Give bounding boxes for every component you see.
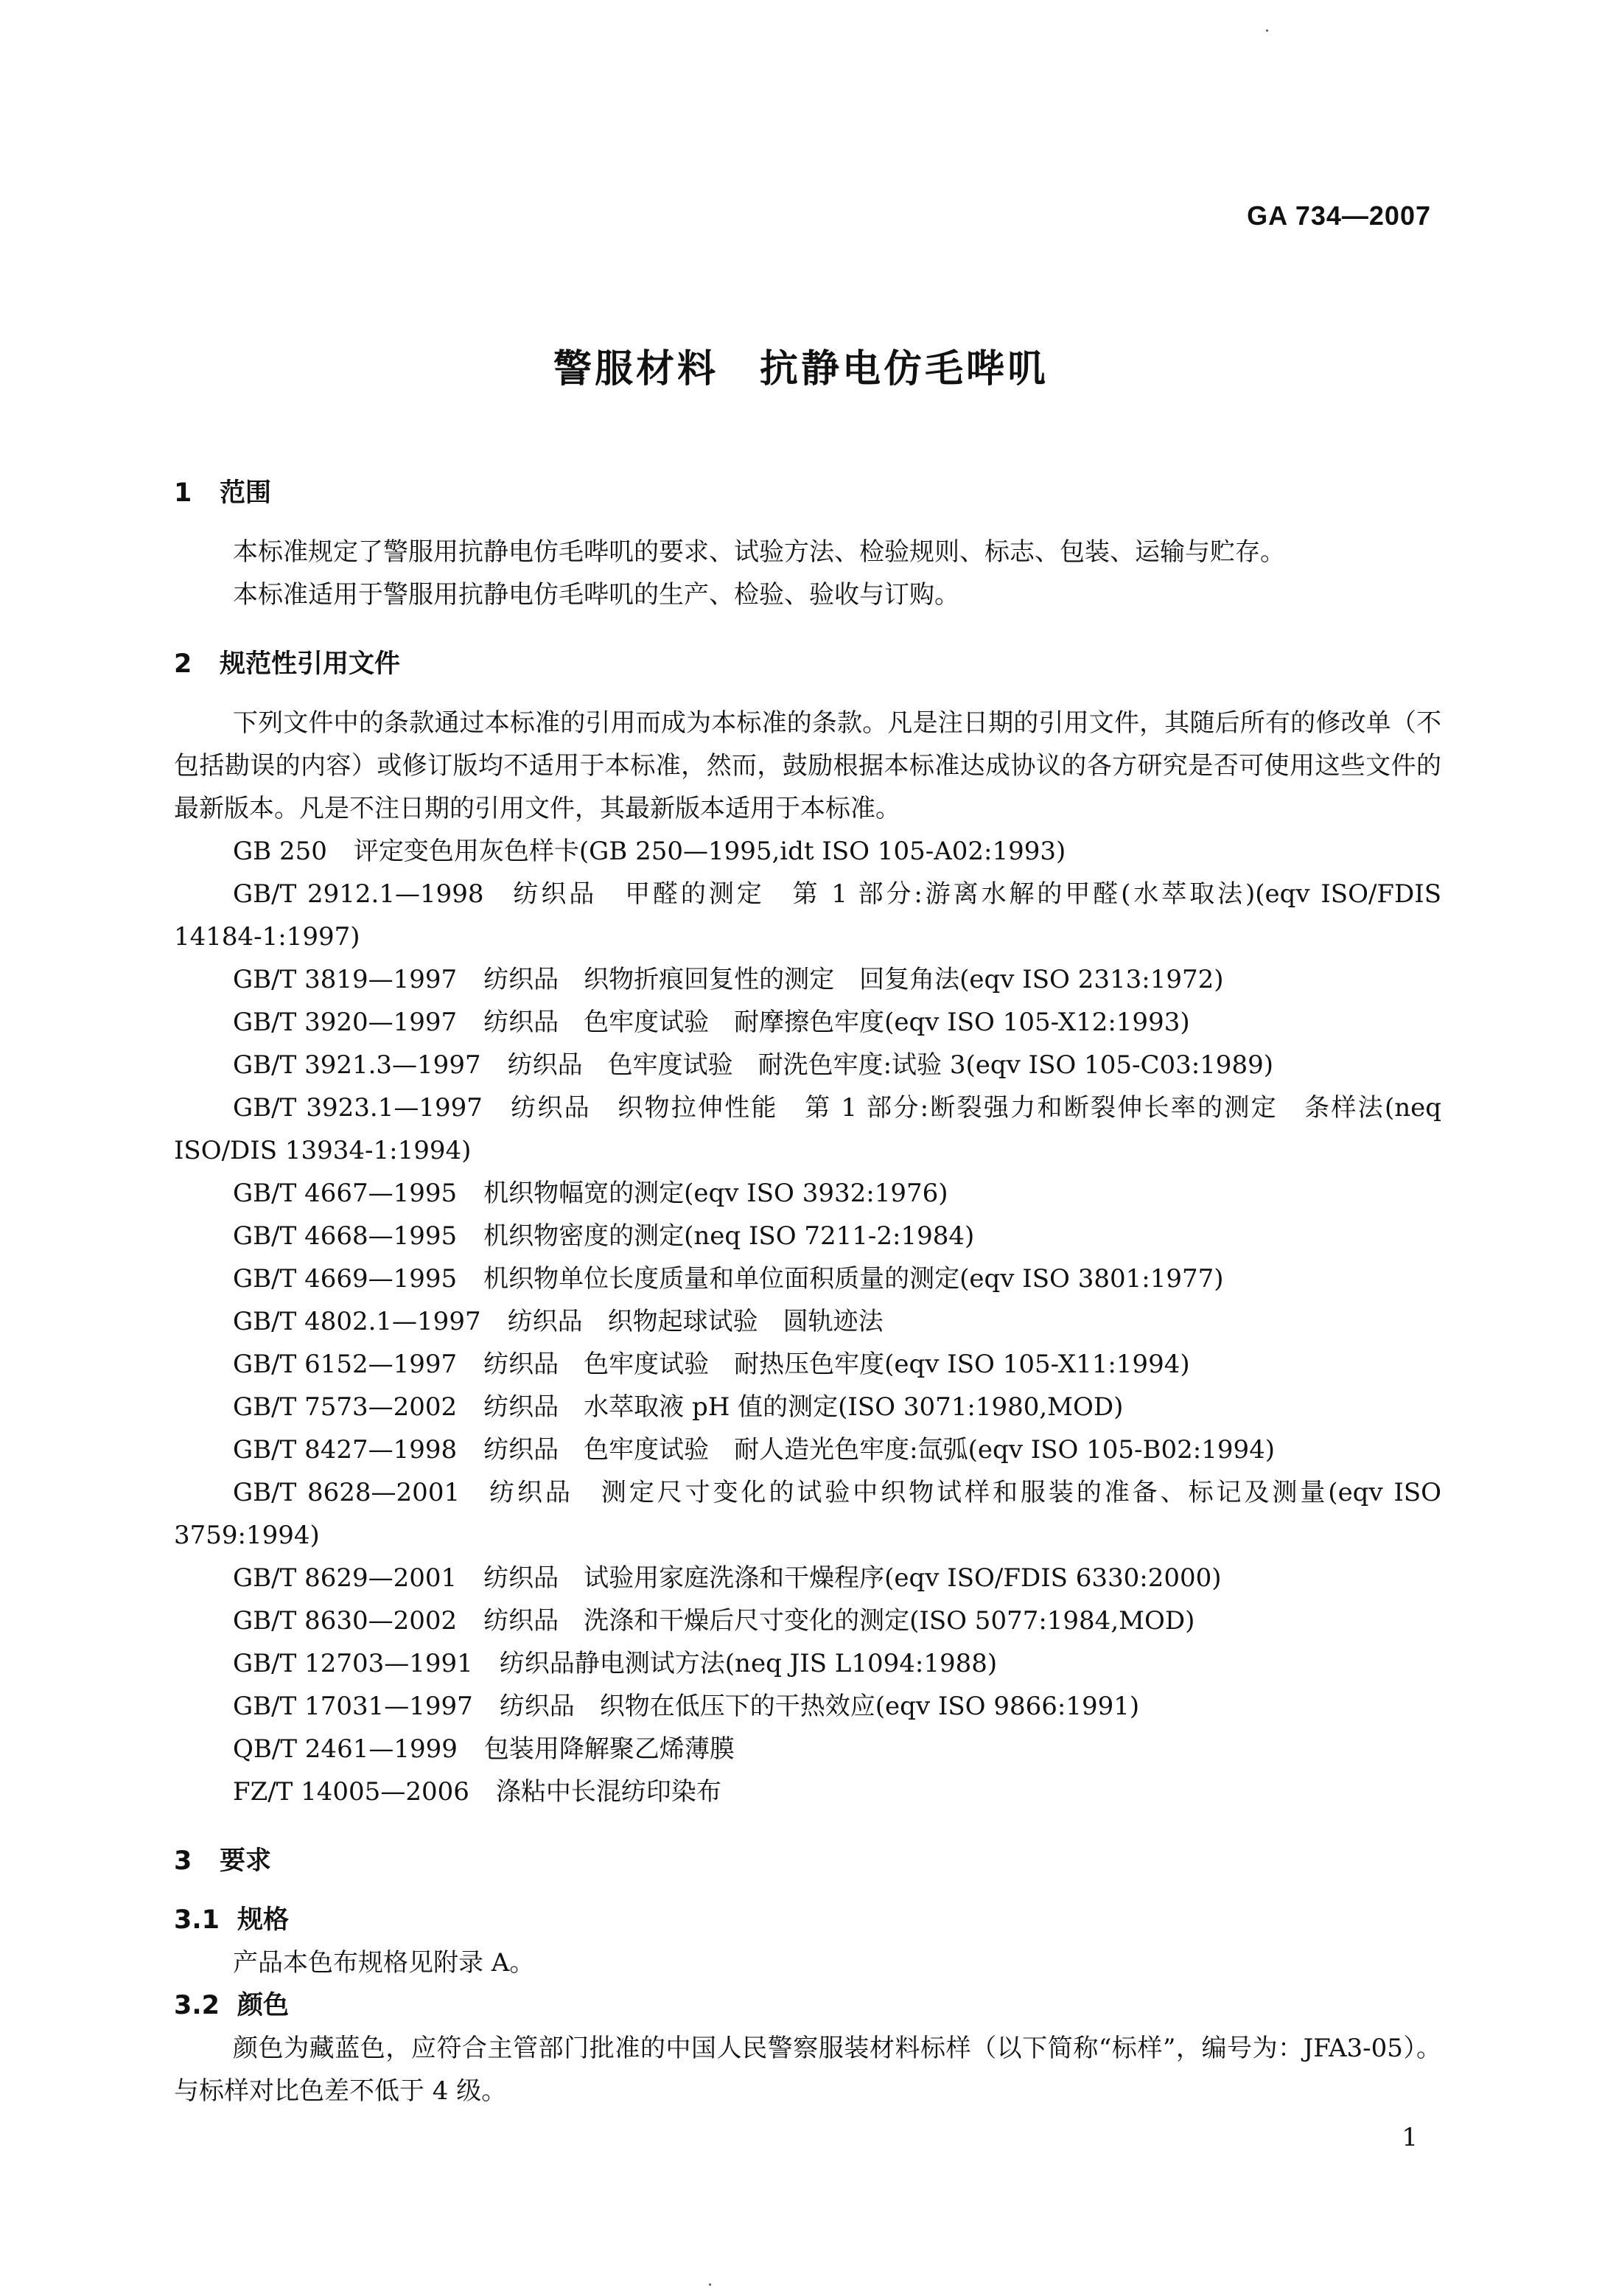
subsection-number: 3.2 — [174, 1991, 220, 2020]
reference-text: 纺织品 织物在低压下的干热效应(eqv ISO 9866:1991) — [499, 1692, 1140, 1721]
paragraph: 颜色为藏蓝色，应符合主管部门批准的中国人民警察服装材料标样（以下简称“标样”，编号为：JFA3-05）。与标样对比色差不低于 4 级。 — [174, 2034, 1441, 2106]
reference-code: GB/T 8630—2002 — [233, 1606, 458, 1636]
section-title: 范围 — [220, 478, 272, 508]
reference-code: FZ/T 14005—2006 — [233, 1777, 469, 1807]
reference-text: 纺织品 织物拉伸性能 第 1 部分:断裂强力和断裂伸长率的测定 条样法(neq ISO/DIS 13934-1:1994) — [174, 1093, 1441, 1165]
reference-code: GB/T 4802.1—1997 — [233, 1307, 481, 1336]
reference-code: GB/T 7573—2002 — [233, 1392, 458, 1422]
reference-item — [174, 1728, 1441, 1770]
subsection-number: 3.1 — [174, 1905, 220, 1935]
reference-code: GB/T 4667—1995 — [233, 1179, 458, 1208]
reference-item — [174, 1471, 1441, 1557]
paragraph: 产品本色布规格见附录 A。 — [233, 1948, 535, 1978]
reference-code: GB/T 3921.3—1997 — [233, 1050, 481, 1080]
reference-item — [174, 1343, 1441, 1386]
section-3-heading — [174, 1840, 1441, 1882]
reference-item — [174, 1044, 1441, 1086]
reference-code: GB/T 3923.1—1997 — [233, 1093, 483, 1123]
reference-code: GB/T 8427—1998 — [233, 1435, 458, 1465]
reference-item — [174, 1557, 1441, 1599]
reference-item — [174, 1300, 1441, 1343]
section-title: 规范性引用文件 — [220, 649, 401, 679]
reference-item — [174, 1599, 1441, 1642]
reference-code: QB/T 2461—1999 — [233, 1734, 458, 1764]
reference-text: 纺织品 试验用家庭洗涤和干燥程序(eqv ISO/FDIS 6330:2000) — [483, 1563, 1222, 1593]
reference-text: 纺织品 测定尺寸变化的试验中织物试样和服装的准备、标记及测量(eqv ISO 3759:1994) — [174, 1478, 1442, 1550]
reference-code: GB/T 4669—1995 — [233, 1264, 458, 1294]
reference-text: 机织物单位长度质量和单位面积质量的测定(eqv ISO 3801:1977) — [483, 1264, 1224, 1294]
scan-speck — [709, 2283, 711, 2286]
reference-item — [174, 1386, 1441, 1428]
reference-code: GB/T 12703—1991 — [233, 1649, 473, 1678]
reference-list — [174, 830, 1441, 1813]
paragraph: 本标准规定了警服用抗静电仿毛哔叽的要求、试验方法、检验规则、标志、包装、运输与贮存。 — [233, 537, 1285, 567]
reference-text: 机织物密度的测定(neq ISO 7211-2:1984) — [483, 1221, 975, 1251]
reference-code: GB/T 17031—1997 — [233, 1692, 473, 1721]
reference-item — [174, 1001, 1441, 1044]
paragraph: 本标准适用于警服用抗静电仿毛哔叽的生产、检验、验收与订购。 — [233, 580, 959, 610]
reference-text: 纺织品 洗涤和干燥后尺寸变化的测定(ISO 5077:1984,MOD) — [483, 1606, 1195, 1636]
reference-code: GB/T 4668—1995 — [233, 1221, 458, 1251]
reference-text: 纺织品 色牢度试验 耐摩擦色牢度(eqv ISO 105-X12:1993) — [483, 1008, 1190, 1037]
reference-code: GB 250 — [233, 837, 327, 866]
reference-text: 包装用降解聚乙烯薄膜 — [483, 1734, 735, 1764]
section-number: 2 — [174, 649, 192, 679]
scan-speck — [1266, 29, 1268, 32]
reference-code: GB/T 2912.1—1998 — [233, 879, 484, 909]
section-number: 1 — [174, 478, 192, 508]
document-body — [174, 472, 1441, 2112]
reference-item — [174, 1428, 1441, 1471]
reference-text: 纺织品 织物起球试验 圆轨迹法 — [507, 1307, 884, 1336]
reference-text: 纺织品 色牢度试验 耐洗色牢度:试验 3(eqv ISO 105-C03:1989) — [507, 1050, 1273, 1080]
subsection-3-2-heading — [174, 1984, 1441, 2027]
reference-item — [174, 1257, 1441, 1300]
paragraph: 下列文件中的条款通过本标准的引用而成为本标准的条款。凡是注日期的引用文件，其随后所有的修改单（不包括勘误的内容）或修订版均不适用于本标准，然而，鼓励根据本标准达成协议的各方研究是否可使用这些文件的最新版本。凡是不注日期的引用文件，其最新版本适用于本标准。 — [174, 708, 1441, 823]
reference-item — [174, 958, 1441, 1001]
reference-item — [174, 1215, 1441, 1257]
reference-text: 纺织品 甲醛的测定 第 1 部分:游离水解的甲醛(水萃取法)(eqv ISO/FDIS 14184-1:1997) — [174, 879, 1441, 952]
reference-text: 机织物幅宽的测定(eqv ISO 3932:1976) — [483, 1179, 948, 1208]
section-1-heading — [174, 472, 1441, 514]
reference-code: GB/T 8628—2001 — [233, 1478, 461, 1507]
reference-text: 纺织品 色牢度试验 耐人造光色牢度:氙弧(eqv ISO 105-B02:1994) — [483, 1435, 1276, 1465]
section-number: 3 — [174, 1846, 192, 1876]
reference-code: GB/T 3920—1997 — [233, 1008, 458, 1037]
subsection-title: 规格 — [237, 1905, 290, 1935]
subsection-3-1-heading — [174, 1899, 1441, 1941]
reference-code: GB/T 8629—2001 — [233, 1563, 458, 1593]
reference-text: 涤粘中长混纺印染布 — [495, 1777, 721, 1807]
reference-text: 纺织品 色牢度试验 耐热压色牢度(eqv ISO 105-X11:1994) — [483, 1350, 1190, 1379]
reference-item — [174, 1642, 1441, 1685]
reference-item — [174, 1770, 1441, 1813]
reference-text: 纺织品静电测试方法(neq JIS L1094:1988) — [499, 1649, 998, 1678]
document-title: 警服材料 抗静电仿毛哔叽 — [553, 347, 1049, 391]
reference-text: 纺织品 水萃取液 pH 值的测定(ISO 3071:1980,MOD) — [483, 1392, 1124, 1422]
reference-item — [174, 1086, 1441, 1172]
reference-item — [174, 1685, 1441, 1728]
reference-item — [174, 873, 1441, 958]
standard-code: GA 734—2007 — [1247, 200, 1431, 231]
reference-text: 评定变色用灰色样卡(GB 250—1995,idt ISO 105-A02:1993) — [353, 837, 1066, 866]
section-title: 要求 — [220, 1846, 272, 1876]
reference-code: GB/T 6152—1997 — [233, 1350, 458, 1379]
section-2-heading — [174, 643, 1441, 685]
reference-code: GB/T 3819—1997 — [233, 965, 458, 994]
reference-item — [174, 830, 1441, 873]
page-number: 1 — [1402, 2123, 1418, 2152]
reference-item — [174, 1172, 1441, 1215]
reference-text: 纺织品 织物折痕回复性的测定 回复角法(eqv ISO 2313:1972) — [483, 965, 1224, 994]
subsection-title: 颜色 — [237, 1991, 290, 2020]
